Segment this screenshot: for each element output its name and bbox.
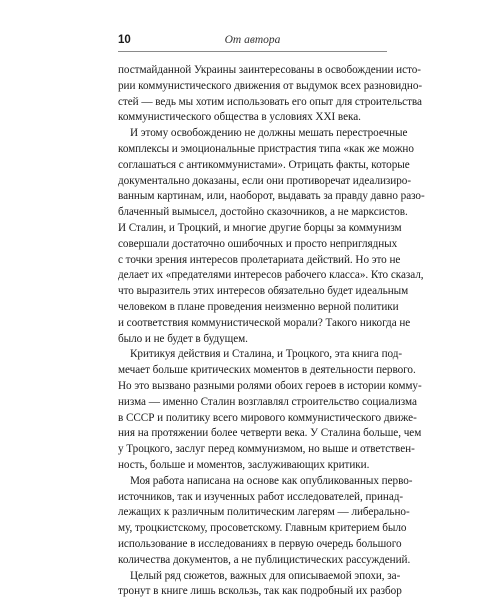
text-line: И этому освобождению не должны мешать перестроечные (130, 127, 408, 140)
text-line: тронут в книге лишь вскользь, так как подробный их разбор (118, 585, 402, 598)
text-line: что выразитель этих интересов обязательно будет идеальным (118, 285, 409, 298)
text-line: ния на протяжении более четверти века. У Сталина больше, чем (118, 427, 422, 440)
text-line: постмайданной Украины заинтересованы в освобождении исто- (118, 64, 421, 76)
text-line: совершали достаточно ошибочных и просто неприглядных (118, 237, 398, 250)
header-rule (118, 51, 387, 52)
text-line: человеком в плане проведения неизменно верной политики (118, 300, 399, 313)
text-line: Моя работа написана на основе как опубликованных перво- (130, 474, 413, 487)
text-line: Критикуя действия и Сталина, и Троцкого, эта книга под- (130, 348, 403, 361)
text-line: ность, больше и моментов, заслуживающих критики. (118, 458, 370, 471)
text-line: лежащих к различным политическим лагерям — либерально- (118, 506, 410, 519)
page-number: 10 (118, 34, 131, 46)
text-line: И Сталин, и Троцкий, и многие другие борцы за коммунизм (118, 221, 402, 234)
text-line: Целый ряд сюжетов, важных для описываемой эпохи, за- (130, 569, 401, 582)
text-line: низма — именно Сталин возглавлял строительство социализма (118, 395, 417, 408)
text-line: документально доказаны, если они противоречат идеализиро- (118, 174, 411, 187)
running-title: От автора (224, 34, 281, 46)
text-line: коммунистического общества в условиях XXI века. (118, 111, 361, 124)
text-line: использование в исследованиях в первую очередь большого (118, 537, 402, 550)
text-line: му, троцкистскому, просоветскому. Главным критерием было (118, 522, 407, 535)
text-line: в СССР и политику всего мирового коммунистического движе- (118, 411, 417, 424)
text-line: с точки зрения интересов пролетариата действий. Но это не (118, 253, 401, 266)
text-line: у Троцкого, заслуг перед коммунизмом, но выше и ответствен- (118, 443, 415, 456)
running-head (118, 32, 387, 48)
text-line: стей — ведь мы хотим использовать его опыт для строительства (118, 95, 422, 108)
text-line: источников, так и изученных работ исследователей, принад- (118, 490, 404, 503)
text-line: комплексы и эмоциональные пристрастия типа «как же можно (118, 142, 414, 155)
text-line: и соответствия коммунистической морали? Такого никогда не (118, 316, 411, 329)
text-line: делает их «предателями интересов рабочего класса». Кто сказал, (118, 269, 424, 282)
text-line: блаченный вымысел, достойно сказочников, а не марксистов. (118, 206, 408, 219)
text-line: количества документов, а не публицистических рассуждений. (118, 553, 411, 566)
text-line: рии коммунистического движения от выдумок всех разновидно- (118, 79, 423, 92)
text-line: Но это вызвано разными ролями обоих героев в истории комму- (118, 379, 422, 392)
text-line: соглашаться с антикоммунистами». Отрицать факты, которые (118, 158, 410, 171)
text-line: ванным картинам, или, наоборот, выдавать за правду давно разо- (118, 190, 425, 203)
body-text (118, 63, 425, 600)
text-line: было и не будет в будущем. (118, 332, 248, 345)
text-line: мечает больше критических моментов в деятельности первого. (118, 364, 416, 377)
